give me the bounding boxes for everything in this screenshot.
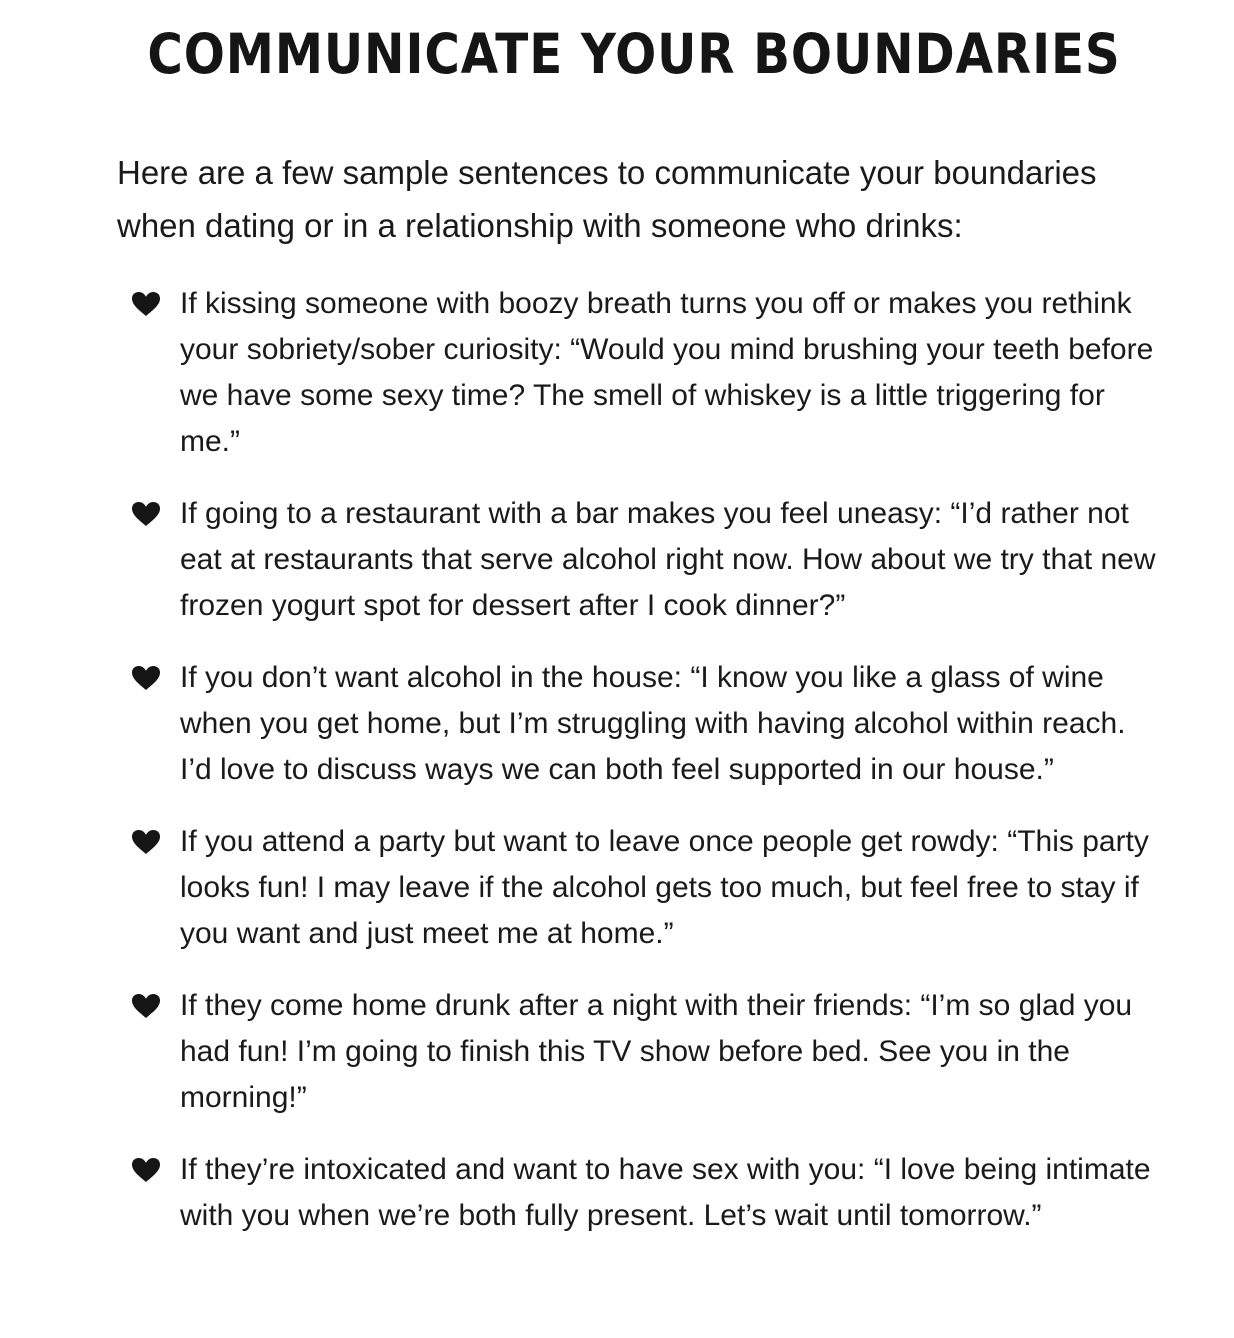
list-item-text: If you attend a party but want to leave once people get rowdy: “This party looks fun! I may leave if the alcohol gets too much, but feel free to stay if you want and just meet me at home.”: [180, 825, 1149, 950]
list-item: [0, 819, 1234, 957]
list-item: [0, 281, 1234, 465]
list-item-text: If they’re intoxicated and want to have sex with you: “I love being intimate with you when we’re both fully present. Let’s wait until tomorrow.”: [180, 1153, 1151, 1232]
heart-icon: [131, 501, 161, 527]
intro-paragraph: Here are a few sample sentences to communicate your boundaries when dating or in a relationship with someone who drinks:: [117, 154, 1097, 244]
list-item-text: If you don’t want alcohol in the house: “I know you like a glass of wine when you get home, but I’m struggling with having alcohol within reach. I’d love to discuss ways we can both feel supported in our house.”: [180, 661, 1126, 786]
heart-icon: [131, 665, 161, 691]
list-item-text: If they come home drunk after a night with their friends: “I’m so glad you had fun! I’m going to finish this TV show before bed. See you in the morning!”: [180, 989, 1133, 1114]
heart-icon: [131, 1157, 161, 1183]
boundary-examples-list: [0, 281, 1234, 1265]
list-item: [0, 491, 1234, 629]
page-title: COMMUNICATE YOUR BOUNDARIES: [147, 22, 1121, 86]
list-item: [0, 1147, 1234, 1239]
heart-icon: [131, 291, 161, 317]
list-item: [0, 983, 1234, 1121]
list-item-text: If kissing someone with boozy breath turns you off or makes you rethink your sobriety/sober curiosity: “Would you mind brushing your teeth before we have some sexy time? The smell of whiskey is a little triggering for me.”: [180, 287, 1154, 458]
list-item-text: If going to a restaurant with a bar makes you feel uneasy: “I’d rather not eat at restaurants that serve alcohol right now. How about we try that new frozen yogurt spot for dessert after I cook dinner?”: [180, 497, 1156, 622]
list-item: [0, 655, 1234, 793]
heart-icon: [131, 993, 161, 1019]
heart-icon: [131, 829, 161, 855]
